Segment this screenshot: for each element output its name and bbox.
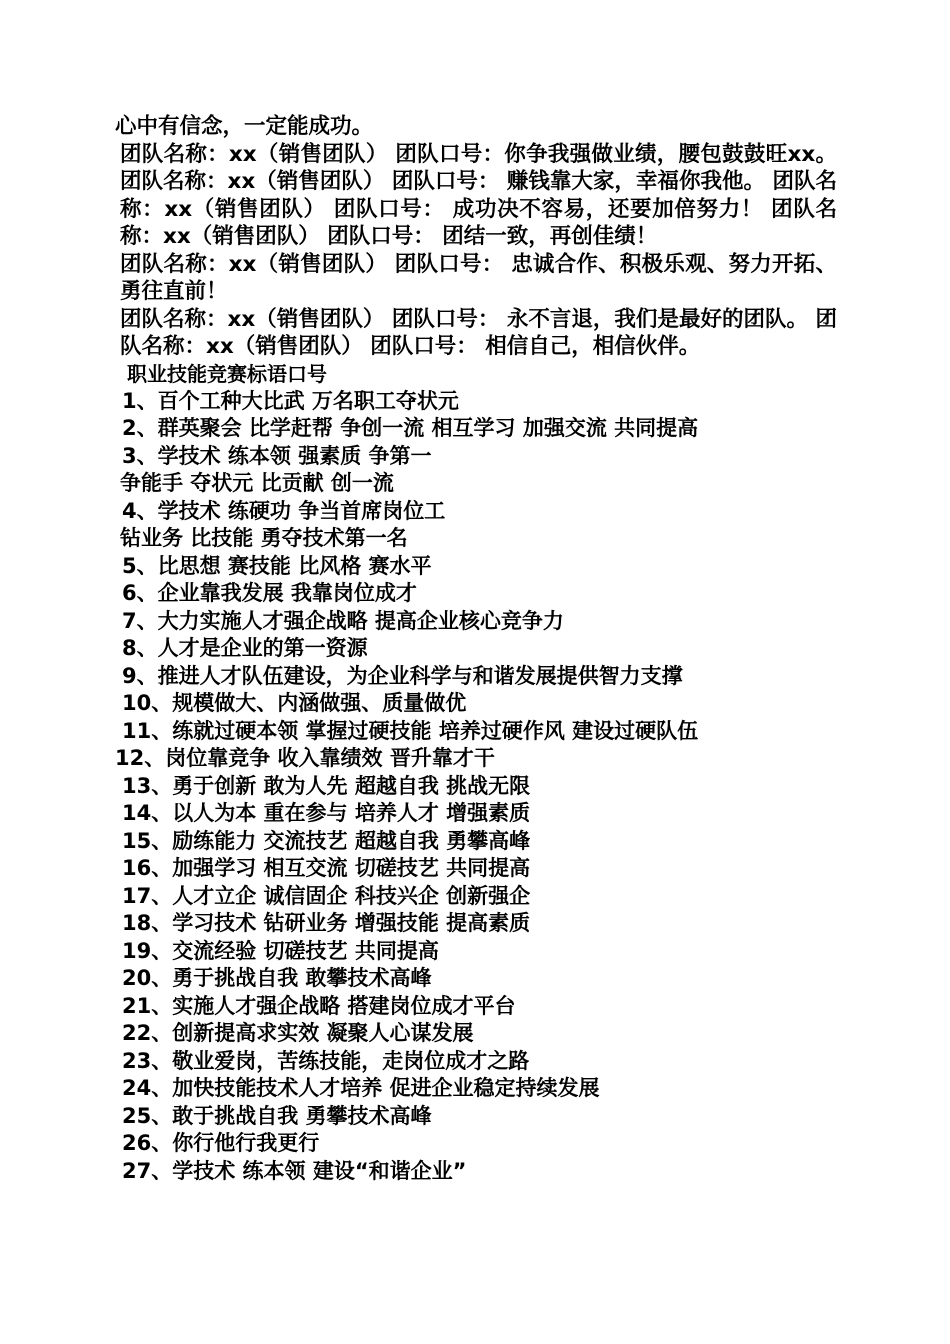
document-page <box>115 113 837 1185</box>
paragraph: 团队名称：xx（销售团队） 团队口号： 永不言退，我们是最好的团队。 团队名称：xx（销售团队） 团队口号： 相信自己，相信伙伴。 <box>120 306 837 359</box>
list-item: 19、交流经验 切磋技艺 共同提高 <box>122 938 439 963</box>
paragraph: 团队名称：xx（销售团队） 团队口号： 忠诚合作、积极乐观、努力开拓、勇往直前！ <box>120 251 837 304</box>
paragraph: 团队名称：xx（销售团队） 团队口号：你争我强做业绩，腰包鼓鼓旺xx。 团队名称：xx（销售团队） 团队口号： 赚钱靠大家，幸福你我他。 团队名称：xx（销售团队） 团队口号： 成功决不容易，还要加倍努力！ 团队名称：xx（销售团队） 团队口号： 团结一致，再创佳绩！ <box>120 141 837 249</box>
paragraph: 心中有信念，一定能成功。 <box>115 114 374 139</box>
slogan-list <box>115 388 837 1186</box>
list-item: 3、学技术 练本领 强素质 争第一 <box>122 443 432 468</box>
list-item: 24、加快技能技术人才培养 促进企业稳定持续发展 <box>122 1076 600 1100</box>
list-item: 26、你行他行我更行 <box>122 1131 320 1155</box>
list-item: 27、学技术 练本领 建设“和谐企业” <box>122 1158 467 1183</box>
list-item: 12、岗位靠竞争 收入靠绩效 晋升靠才干 <box>115 746 495 770</box>
list-item: 5、比思想 赛技能 比风格 赛水平 <box>122 553 432 578</box>
list-item: 25、敢于挑战自我 勇攀技术高峰 <box>122 1103 432 1128</box>
list-item: 16、加强学习 相互交流 切磋技艺 共同提高 <box>122 856 531 880</box>
list-item: 15、励练能力 交流技艺 超越自我 勇攀高峰 <box>122 828 531 853</box>
list-item: 10、规模做大、内涵做强、质量做优 <box>122 691 467 715</box>
list-item: 23、敬业爱岗，苦练技能，走岗位成才之路 <box>122 1048 530 1073</box>
list-item: 9、推进人才队伍建设，为企业科学与和谐发展提供智力支撑 <box>122 663 683 688</box>
intro-paragraphs <box>115 113 837 361</box>
list-item: 1、百个工种大比武 万名职工夺状元 <box>122 388 459 413</box>
list-item: 钻业务 比技能 勇夺技术第一名 <box>120 526 408 550</box>
list-item: 21、实施人才强企战略 搭建岗位成才平台 <box>122 993 516 1018</box>
list-item: 8、人才是企业的第一资源 <box>122 636 368 660</box>
list-item: 20、勇于挑战自我 敢攀技术高峰 <box>122 966 432 990</box>
list-item: 2、群英聚会 比学赶帮 争创一流 相互学习 加强交流 共同提高 <box>122 416 699 440</box>
list-item: 14、以人为本 重在参与 培养人才 增强素质 <box>122 801 531 825</box>
list-item: 7、大力实施人才强企战略 提高企业核心竞争力 <box>122 608 564 633</box>
list-item: 4、学技术 练硬功 争当首席岗位工 <box>122 498 446 523</box>
list-item: 争能手 夺状元 比贡献 创一流 <box>120 471 394 495</box>
section-title: 职业技能竞赛标语口号 <box>127 361 327 386</box>
list-item: 11、练就过硬本领 掌握过硬技能 培养过硬作风 建设过硬队伍 <box>122 718 699 743</box>
list-item: 6、企业靠我发展 我靠岗位成才 <box>122 581 417 605</box>
list-item: 13、勇于创新 敢为人先 超越自我 挑战无限 <box>122 773 531 798</box>
list-item: 18、学习技术 钻研业务 增强技能 提高素质 <box>122 911 531 935</box>
list-item: 17、人才立企 诚信固企 科技兴企 创新强企 <box>122 883 531 908</box>
list-item: 22、创新提高求实效 凝聚人心谋发展 <box>122 1021 474 1045</box>
